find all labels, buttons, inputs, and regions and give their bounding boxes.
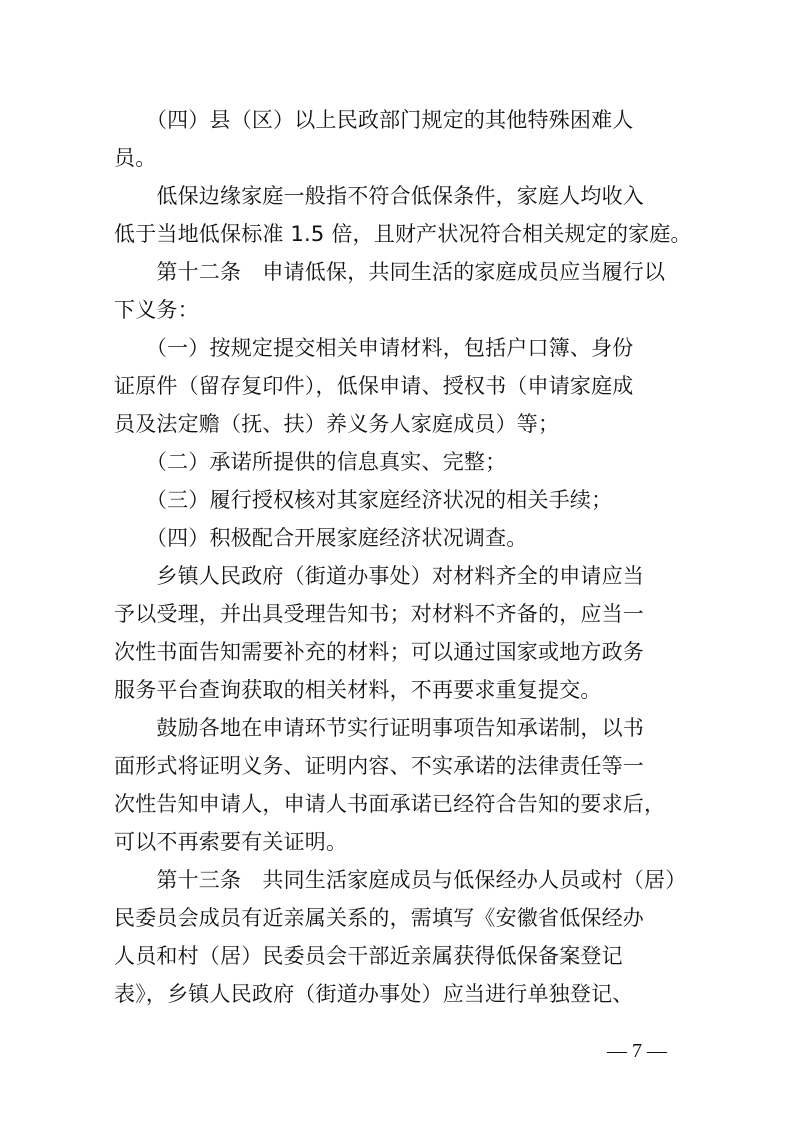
page-number: — 7 — [607,1040,667,1062]
text-line: 次性书面告知需要补充的材料；可以通过国家或地方政务 [114,640,644,664]
text-line: （一）按规定提交相关申请材料，包括户口簿、身份 [114,336,634,360]
text-line: 面形式将证明义务、证明内容、不实承诺的法律责任等一 [114,754,644,778]
text-line: 员及法定赡（抚、扶）养义务人家庭成员）等； [114,412,560,436]
text-line: 低保边缘家庭一般指不符合低保条件，家庭人均收入 [114,184,644,208]
text-line: （四）积极配合开展家庭经济状况调查。 [114,526,528,550]
text-line: 第十三条 共同生活家庭成员与低保经办人员或村（居） [114,868,687,892]
text-line: 鼓励各地在申请环节实行证明事项告知承诺制，以书 [114,716,644,740]
text-line: 服务平台查询获取的相关材料，不再要求重复提交。 [114,678,602,702]
text-line: 人员和村（居）民委员会干部近亲属获得低保备案登记 [114,944,623,968]
text-line: 低于当地低保标准 1.5 倍，且财产状况符合相关规定的家庭。 [114,222,692,246]
text-line: 予以受理，并出具受理告知书；对材料不齐备的，应当一 [114,602,644,626]
text-line: 乡镇人民政府（街道办事处）对材料齐全的申请应当 [114,564,644,588]
text-line: 证原件（留存复印件），低保申请、授权书（申请家庭成 [114,374,634,398]
text-line: （四）县（区）以上民政部门规定的其他特殊困难人 [114,108,634,132]
text-line: 表》，乡镇人民政府（街道办事处）应当进行单独登记、 [114,982,634,1006]
text-line: （三）履行授权核对其家庭经济状况的相关手续； [114,488,613,512]
text-line: 下义务： [114,298,199,322]
text-line: 可以不再索要有关证明。 [114,830,348,854]
text-line: 员。 [114,146,157,170]
text-line: （二）承诺所提供的信息真实、完整； [114,450,507,474]
text-line: 次性告知申请人，申请人书面承诺已经符合告知的要求后， [114,792,666,816]
text-line: 民委员会成员有近亲属关系的，需填写《安徽省低保经办 [114,906,644,930]
text-line: 第十二条 申请低保，共同生活的家庭成员应当履行以 [114,260,666,284]
